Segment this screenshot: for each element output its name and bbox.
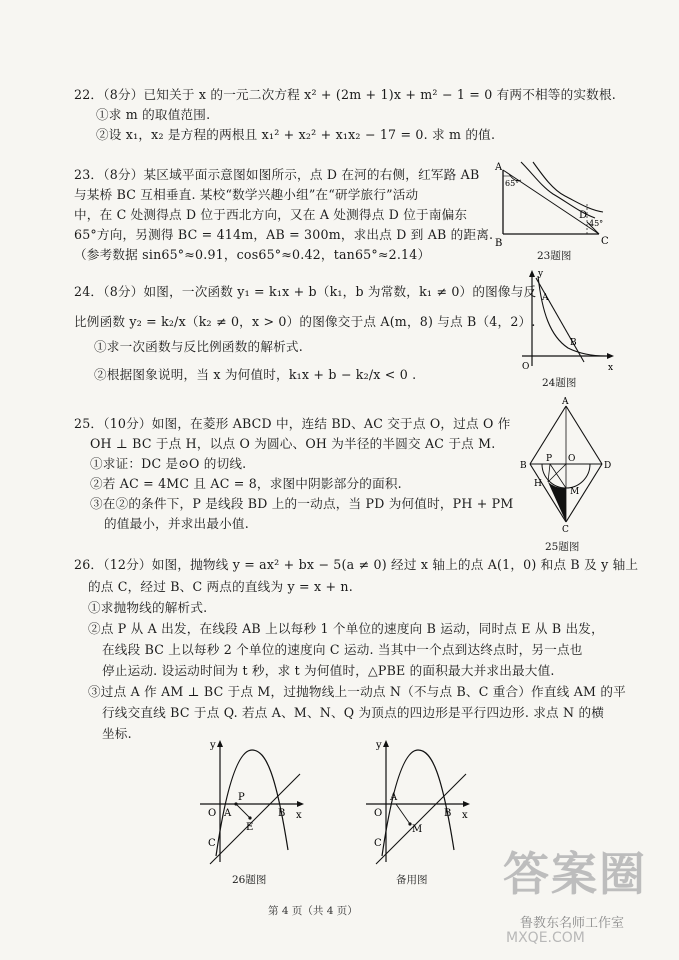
q22-line-1: 22．（8分）已知关于 x 的一元二次方程 x² + (2m + 1)x + m² − 1 = 0 有两不相等的实数根. [74,87,616,102]
q24-label-B: B [570,338,577,348]
q23-label-B: B [495,238,503,249]
q23-line-4: 65°方向，另测得 BC = 414m，AB = 300m，求出点 D 到 AB 的距离. [74,227,494,242]
q25-label-H: H [534,479,542,489]
q26-line-4: ②点 P 从 A 出发，在线段 AB 上以每秒 1 个单位的速度向 B 运动，同时点 E 从 B 出发， [88,621,604,636]
q23-label-A: A [495,162,503,173]
q25-label-D: D [604,461,612,471]
q22-line-2: ①求 m 的取值范围. [96,107,211,122]
q23-line-5: （参考数据 sin65°≈0.91，cos65°≈0.42，tan65°≈2.14） [74,247,431,262]
watermark-logo: 答案圈 [503,847,647,901]
q26-f2-label-A: A [390,792,398,803]
q23-line-3: 中，在 C 处测得点 D 位于西北方向，又在 A 处测得点 D 位于南偏东 [74,207,468,222]
q23-line-2: 与某桥 BC 互相垂直. 某校“数学兴趣小组”在“研学旅行”活动 [74,187,419,202]
q26-line-3: ①求抛物线的解析式. [88,600,208,615]
q26-f2-label-O: O [374,808,383,819]
q23-angle-45: 45° [589,219,604,228]
q26-line-1: 26．（12分）如图，抛物线 y = ax² + bx − 5(a ≠ 0) 经过 x 轴上的点 A(1，0) 和点 B 及 y 轴上 [74,557,639,572]
watermark-studio: 鲁教东名师工作室 [520,916,625,931]
q25-label-M: M [570,487,580,497]
q26-figure-2 [362,738,484,866]
q26-f2-label-x: x [462,810,468,821]
q26-line-6: 停止运动. 设运动时间为 t 秒，求 t 为何值时，△PBE 的面积最大并求出最大值. [102,663,555,678]
q25-line-6: 的值最小，并求出最小值. [104,516,249,531]
q25-label-O: O [568,454,576,464]
q26-f1-label-A: A [224,808,232,819]
q25-label-P: P [546,454,553,464]
q25-figure [520,398,620,538]
q26-f2-label-C: C [374,838,382,849]
q23-angle-65: 65° [505,179,520,188]
q26-f1-label-B: B [278,808,286,819]
q22-line-3: ②设 x₁，x₂ 是方程的两根且 x₁² + x₂² + x₁x₂ − 17 = 0. 求 m 的值. [96,127,496,142]
q24-caption: 24题图 [542,377,577,389]
q25-caption: 25题图 [545,541,580,553]
q23-label-C: C [601,236,609,247]
q24-line-4: ②根据图象说明，当 x 为何值时，k₁x + b − k₂/x < 0 . [94,367,417,382]
q26-f1-label-E: E [246,822,254,833]
q23-figure [495,160,615,250]
q26-line-2: 的点 C，经过 B、C 两点的直线为 y = x + n. [88,579,353,594]
q26-fig2-caption: 备用图 [396,874,428,886]
q26-f2-label-M: M [412,824,423,835]
q26-line-9: 坐标. [102,726,132,741]
q24-figure [518,270,618,375]
watermark-url: MXQE.COM [506,930,585,946]
q25-line-1: 25．（10分）如图，在菱形 ABCD 中，连结 BD、AC 交于点 O，过点 O 作 [74,416,511,431]
q25-line-4: ②若 AC = 4MC 且 AC = 8，求图中阴影部分的面积. [90,476,402,491]
q26-f1-label-C: C [208,838,216,849]
q26-fig1-caption: 26题图 [232,874,267,886]
q26-f1-label-P: P [238,792,245,803]
q23-label-D: D [579,210,588,221]
q25-label-B: B [520,461,527,471]
q24-line-3: ①求一次函数与反比例函数的解析式. [94,339,303,354]
q23-caption: 23题图 [537,250,572,262]
q24-label-x: x [608,363,614,373]
q26-f2-label-B: B [444,808,452,819]
q24-label-A: A [542,293,549,303]
q26-f1-label-O: O [208,808,217,819]
q26-f1-label-x: x [296,810,302,821]
q25-line-2: OH ⊥ BC 于点 H，以点 O 为圆心、OH 为半径的半圆交 AC 于点 M. [90,436,496,451]
q25-label-A: A [562,397,569,407]
q24-label-y: y [538,269,544,279]
q24-label-O: O [522,362,530,372]
q25-line-3: ①求证：DC 是⊙O 的切线. [90,456,247,471]
q26-f1-label-y: y [210,740,216,751]
q24-line-1: 24．（8分）如图，一次函数 y₁ = k₁x + b（k₁，b 为常数，k₁ ≠ 0）的图像与反 [74,284,537,299]
q26-f2-label-y: y [376,740,382,751]
q25-label-C: C [562,525,569,535]
page-footer: 第 4 页（共 4 页） [268,905,358,917]
q23-line-1: 23．（8分）某区域平面示意图如图所示，点 D 在河的右侧，红军路 AB [74,167,480,182]
q26-figure-1 [196,738,318,866]
q26-line-7: ③过点 A 作 AM ⊥ BC 于点 M，过抛物线上一动点 N（不与点 B、C 重合）作直线 AM 的平 [88,684,626,699]
q26-line-5: 在线段 BC 上以每秒 2 个单位的速度向 C 运动. 当其中一个点到达终点时，另一点也 [102,642,583,657]
q26-line-8: 行线交直线 BC 于点 Q. 若点 A、M、N、Q 为顶点的四边形是平行四边形. 求点 N 的横 [102,705,605,720]
q24-line-2: 比例函数 y₂ = k₂/x（k₂ ≠ 0，x > 0）的图像交于点 A(m，8) 与点 B（4，2）. [74,314,536,329]
q25-line-5: ③在②的条件下，P 是线段 BD 上的一动点，当 PD 为何值时，PH + PM [90,496,514,511]
